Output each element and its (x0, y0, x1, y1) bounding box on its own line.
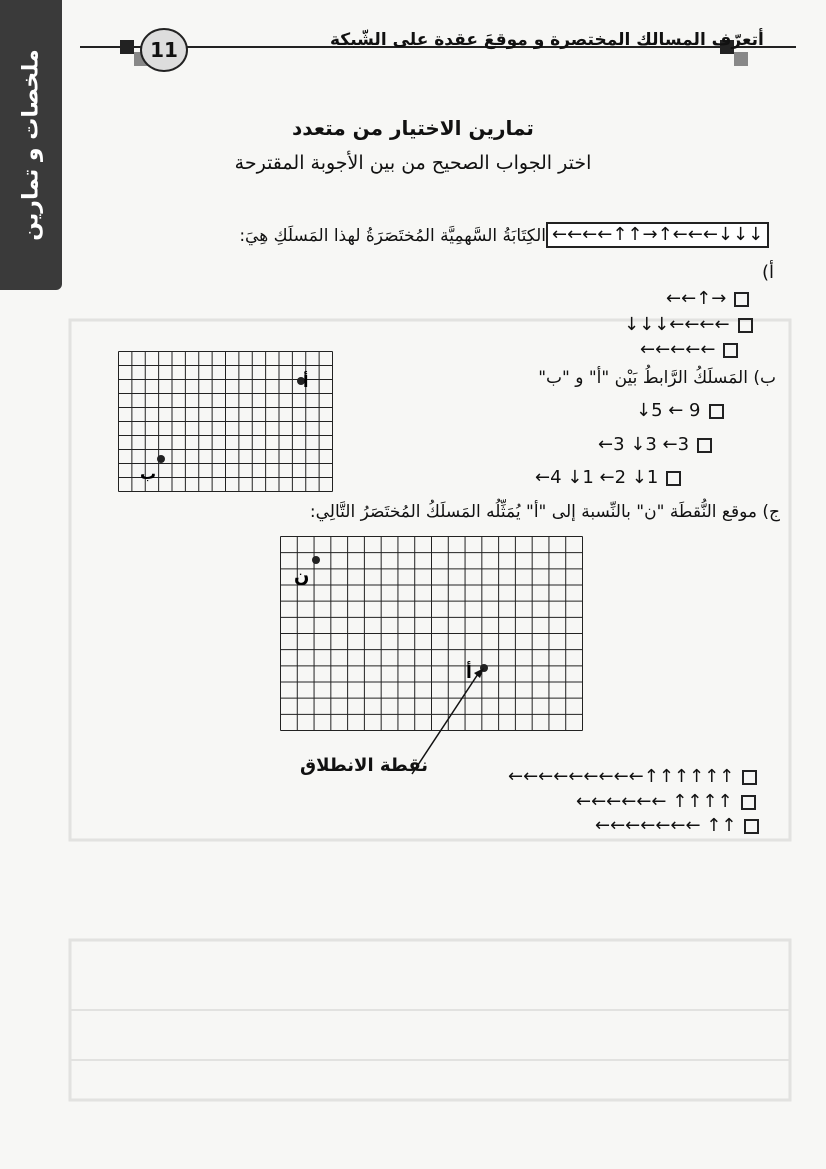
option-b3-text: ←4 ↓1 ←2 ↓1 (535, 467, 659, 488)
option-a2-text: ↓↓↓←←←← (624, 314, 730, 335)
arrow-path-box: ←←←←↑↑→↑←←←↓↓↓ (546, 222, 769, 248)
side-tab (0, 0, 62, 290)
exercise-instruction: اختر الجواب الصحيح من بين الأجوبة المقترحة (234, 152, 592, 174)
option-b1-text: ↓5 ← 9 (636, 400, 701, 421)
question-c (310, 502, 780, 522)
checkbox[interactable] (666, 471, 681, 486)
option-b2[interactable] (598, 434, 712, 456)
header-title: أتعرّف المسالك المختصرة و موقعَ عقدة على الشّبكة (330, 30, 764, 50)
header-square-icon (734, 52, 748, 66)
option-a2[interactable] (624, 314, 753, 336)
option-b3[interactable] (535, 467, 681, 489)
grid-b (118, 351, 334, 493)
start-point-label: نقطة الانطلاق (300, 755, 429, 776)
option-b1[interactable] (636, 400, 724, 422)
header-square-icon (120, 40, 134, 54)
checkbox[interactable] (738, 318, 753, 333)
option-a3[interactable] (640, 339, 738, 361)
grid-b-label-b: ب (140, 464, 157, 483)
checkbox[interactable] (734, 292, 749, 307)
checkbox[interactable] (741, 795, 756, 810)
checkbox[interactable] (744, 819, 759, 834)
option-a1-text: ←←↑→ (666, 288, 727, 309)
option-c2-text: ←←←←←← ↑↑↑↑ (576, 791, 733, 812)
option-c2[interactable] (576, 791, 756, 813)
option-a3-text: ←←←←← (640, 339, 716, 360)
grid-c (280, 536, 590, 776)
question-a-label: أ) (761, 262, 774, 283)
side-tab-label: ملخصات و تمارين (18, 49, 44, 241)
page-number: 11 (140, 28, 188, 72)
grid-c-label-a: أ (466, 663, 472, 683)
option-c3-text: ←←←←←←← ↑↑ (595, 815, 737, 836)
question-a-prompt: الكِتَابَةُ السَّهمِيَّة المُختَصَرَةُ لهذا المَسلَكِ هِيَ: (239, 226, 546, 246)
checkbox[interactable] (723, 343, 738, 358)
checkbox[interactable] (697, 438, 712, 453)
option-c1-text: ←←←←←←←←←↑↑↑↑↑↑ (508, 766, 735, 787)
question-b-prompt: المَسلَكُ الرَّابطُ بَيْن "أ" و "ب" (538, 368, 748, 388)
question-b-label: ب) (753, 368, 776, 388)
question-c-label: ج) (762, 502, 780, 522)
grid-c-label-n: ن (294, 566, 310, 587)
question-c-prompt: موقع النُّقطَة "ن" بالنِّسبة إلى "أ" يُمَثِّلُه المَسلَكُ المُختَصَرُ التَّالِي: (309, 502, 757, 522)
option-a1[interactable] (666, 288, 749, 310)
question-b (538, 368, 776, 388)
checkbox[interactable] (709, 404, 724, 419)
option-c1[interactable] (508, 766, 757, 788)
grid-b-label-a: أ (303, 372, 309, 391)
option-b2-text: ←3 ↓3 ←3 (598, 434, 690, 455)
checkbox[interactable] (742, 770, 757, 785)
exercise-title: تمارين الاختيار من متعدد (292, 116, 534, 140)
option-c3[interactable] (595, 815, 759, 837)
